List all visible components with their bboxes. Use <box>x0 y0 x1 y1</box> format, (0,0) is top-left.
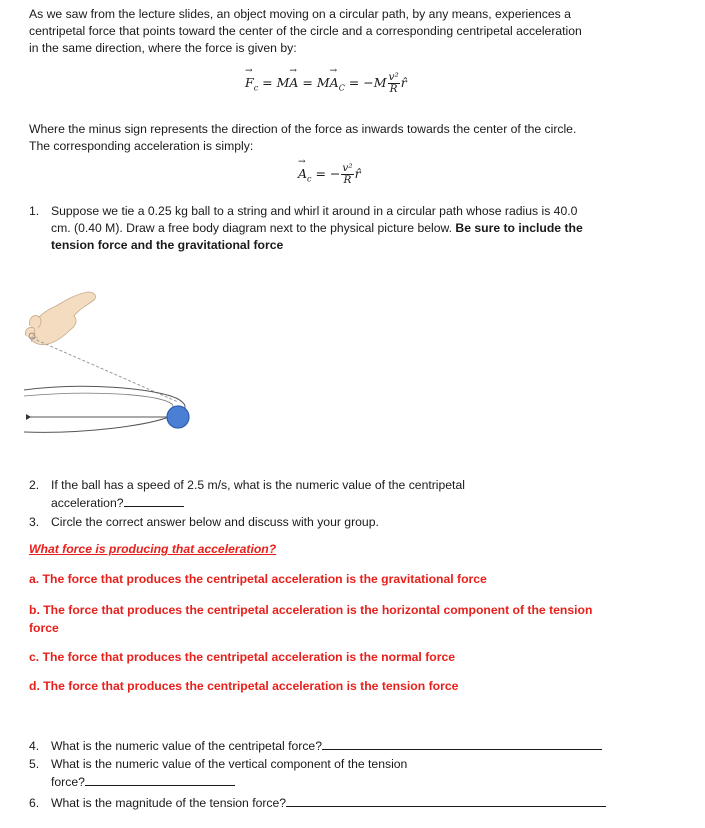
q2-answer-blank[interactable] <box>124 494 184 507</box>
q4-number: 4. <box>29 739 40 753</box>
intro-paragraph <box>29 6 669 57</box>
eq1-accel-1: → A <box>289 75 298 90</box>
choice-b[interactable] <box>29 601 592 637</box>
question-1 <box>29 203 669 254</box>
q1-line-2: cm. (0.40 M). Draw a free body diagram next to the physical picture below. <box>51 221 456 235</box>
q2-line-1: If the ball has a speed of 2.5 m/s, what is the numeric value of the centripetal <box>51 478 465 492</box>
eq1-equals-1: = <box>258 75 277 90</box>
question-3 <box>29 514 669 531</box>
direction-line-2: The corresponding acceleration is simply: <box>29 139 254 153</box>
intro-line-2: centripetal force that points toward the center of the circle and a corresponding centripetal acceleration <box>29 24 582 38</box>
eq2-sub-c: c <box>307 174 312 184</box>
whirling-ball-diagram <box>22 286 202 446</box>
q5-line-2: force? <box>51 775 85 789</box>
direction-paragraph <box>29 121 669 155</box>
question-5 <box>29 756 669 791</box>
eq2-unit-vector: r̂ <box>354 166 361 181</box>
q4-text: What is the numeric value of the centripetal force? <box>51 739 322 753</box>
eq1-accel-2: → A <box>330 75 339 90</box>
eq1-sub-C: C <box>338 83 345 93</box>
eq2-accel-symbol: → A <box>298 166 307 181</box>
question-6 <box>29 794 669 812</box>
eq1-mass-1: M <box>276 75 290 90</box>
q1-line-3-bold: tension force and the gravitational force <box>51 238 284 252</box>
q2-number: 2. <box>29 478 40 492</box>
q6-text: What is the magnitude of the tension force? <box>51 796 287 810</box>
intro-line-3: in the same direction, where the force is given by: <box>29 41 297 55</box>
choice-b-line-2: force <box>29 621 59 635</box>
q2-line-2: acceleration? <box>51 496 124 510</box>
centripetal-acceleration-equation <box>298 163 361 186</box>
choice-c[interactable]: c. The force that produces the centripetal acceleration is the normal force <box>29 650 456 664</box>
eq1-equals-3: = − <box>344 75 374 90</box>
q1-line-2-bold: Be sure to include the <box>455 221 583 235</box>
q5-answer-blank[interactable] <box>85 773 235 786</box>
eq1-force-symbol: → F <box>245 75 254 90</box>
eq2-numerator: v² <box>342 162 353 174</box>
q5-line-1: What is the numeric value of the vertical component of the tension <box>51 757 408 771</box>
eq1-equals-2: = <box>298 75 317 90</box>
eq1-mass-2: M <box>316 75 330 90</box>
direction-line-1: Where the minus sign represents the direction of the force as inwards towards the center of the circle. <box>29 122 577 136</box>
intro-line-1: As we saw from the lecture slides, an object moving on a circular path, by any means, experiences a <box>29 7 571 21</box>
ball <box>167 406 189 428</box>
q3-text: Circle the correct answer below and discuss with your group. <box>51 515 379 529</box>
eq1-numerator: v² <box>388 71 399 83</box>
choice-a[interactable]: a. The force that produces the centripetal acceleration is the gravitational force <box>29 572 487 586</box>
q1-number: 1. <box>29 204 40 218</box>
q1-line-1: Suppose we tie a 0.25 kg ball to a string and whirl it around in a circular path whose radius is 40.0 <box>51 204 578 218</box>
eq2-equals: = − <box>311 166 341 181</box>
radius-arrow-icon <box>26 414 31 420</box>
eq1-fraction <box>388 72 400 95</box>
hand-illustration <box>25 292 95 345</box>
choice-d[interactable]: d. The force that produces the centripetal acceleration is the tension force <box>29 679 459 693</box>
eq1-sub-c: c <box>253 83 259 93</box>
eq2-fraction <box>341 163 353 186</box>
choices-heading: What force is producing that acceleration? <box>29 542 277 556</box>
q6-number: 6. <box>29 796 40 810</box>
question-4 <box>29 737 669 755</box>
circular-path-inner <box>24 393 173 412</box>
eq2-denominator: R <box>343 174 352 186</box>
eq1-denominator: R <box>389 83 398 95</box>
choice-b-line-1: b. The force that produces the centripetal acceleration is the horizontal component of the tension <box>29 603 593 617</box>
eq1-mass-3: M <box>373 75 387 90</box>
question-2 <box>29 477 669 512</box>
q3-number: 3. <box>29 515 40 529</box>
q5-number: 5. <box>29 757 40 771</box>
eq1-unit-vector: r̂ <box>400 75 407 90</box>
q4-answer-blank[interactable] <box>322 737 602 750</box>
centripetal-force-equation <box>245 72 407 95</box>
q6-answer-blank[interactable] <box>286 794 606 807</box>
